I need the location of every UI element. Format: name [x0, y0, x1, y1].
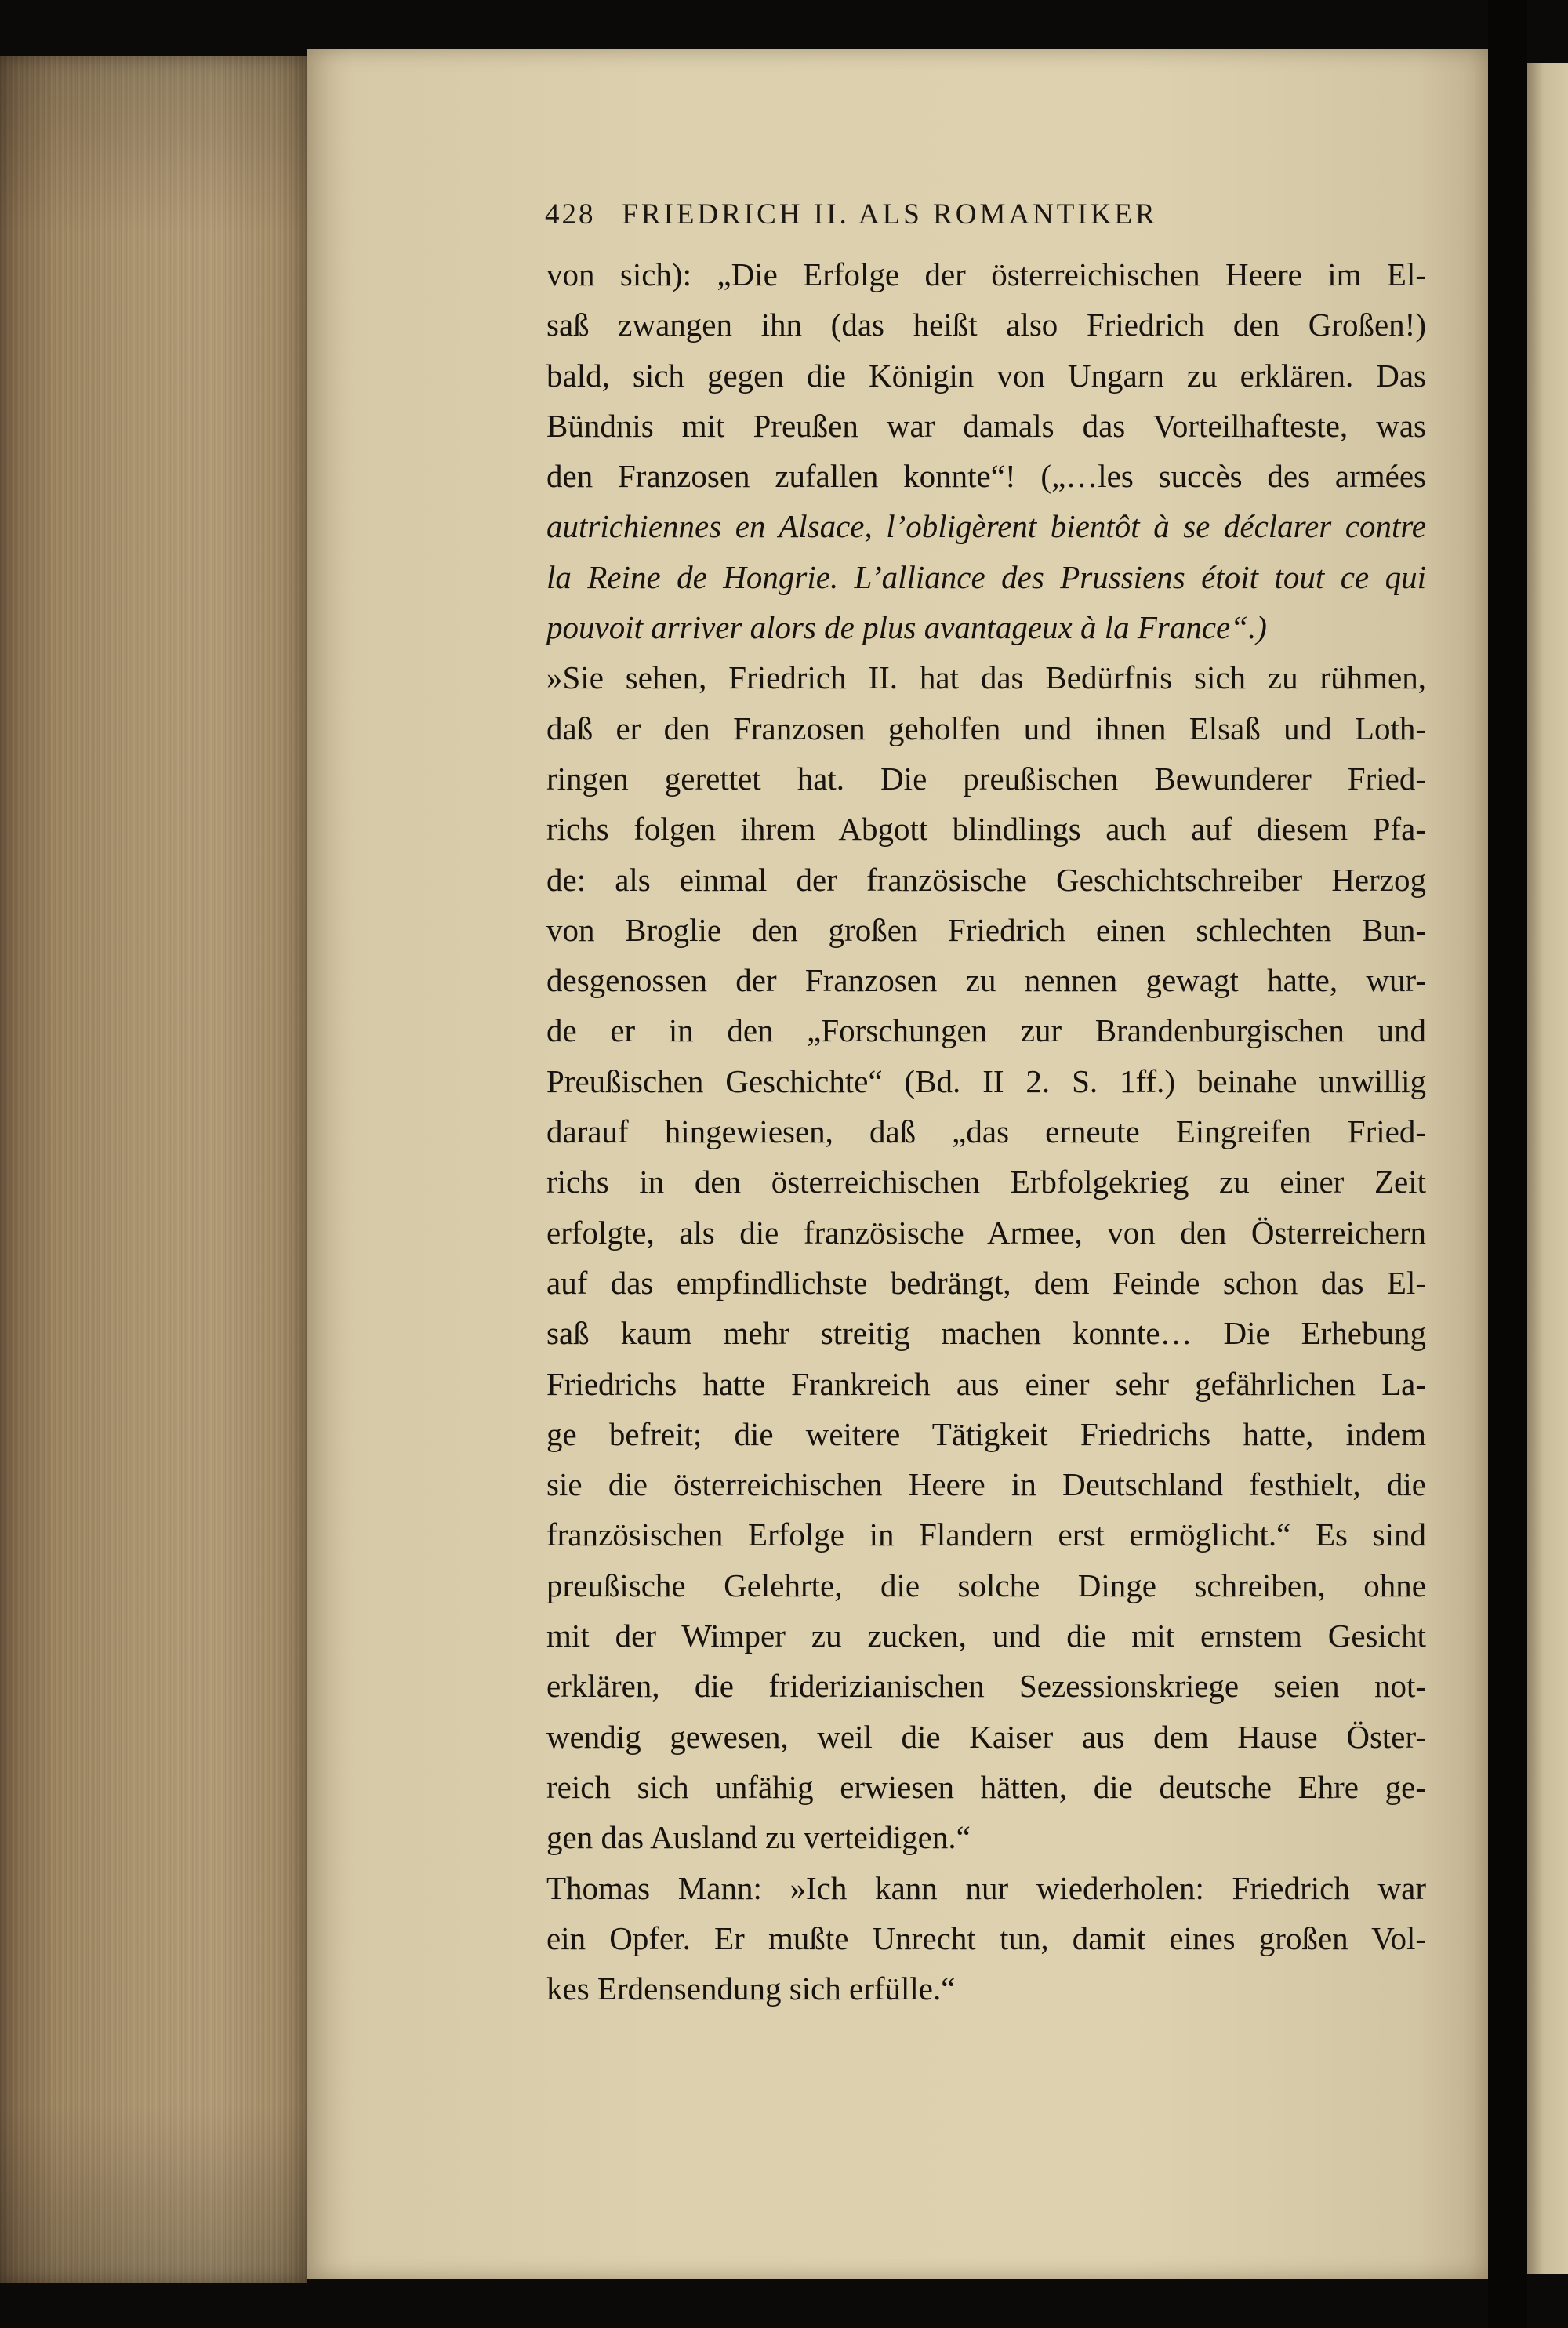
text-line: ge befreit; die weitere Tätigkeit Friedrichs hatte, indem — [546, 1415, 1426, 1452]
page-number: 428 — [545, 198, 596, 231]
text-line: richs in den österreichischen Erbfolgekrieg zu einer Zeit — [546, 1164, 1426, 1200]
body-text — [546, 249, 1426, 2014]
text-line: erklären, die friderizianischen Sezessionskriege seien not- — [546, 1668, 1426, 1705]
text-line: Thomas Mann: »Ich kann nur wiederholen: Friedrich war — [546, 1869, 1426, 1906]
text-line: Preußischen Geschichte“ (Bd. II 2. S. 1ff.) beinahe unwillig — [546, 1062, 1426, 1099]
text-line: Bündnis mit Preußen war damals das Vorteilhafteste, was — [546, 407, 1426, 444]
text-line: von sich): „Die Erfolge der österreichischen Heere im El- — [546, 256, 1426, 292]
page-header — [545, 198, 1454, 245]
text-line: richs folgen ihrem Abgott blindlings auch auf diesem Pfa- — [546, 811, 1426, 848]
text-line: wendig gewesen, weil die Kaiser aus dem Hause Öster- — [546, 1718, 1426, 1755]
facing-page-edge — [1527, 63, 1568, 2274]
text-line: bald, sich gegen die Königin von Ungarn zu erklären. Das — [546, 357, 1426, 394]
text-line: Friedrichs hatte Frankreich aus einer sehr gefährlichen La- — [546, 1365, 1426, 1402]
text-line-italic: pouvoit arriver alors de plus avantageux à la France“.) — [546, 609, 1267, 646]
text-line: sie die österreichischen Heere in Deutschland festhielt, die — [546, 1466, 1426, 1503]
text-line: erfolgte, als die französische Armee, von den Österreichern — [546, 1214, 1426, 1251]
text-line: daß er den Franzosen geholfen und ihnen Elsaß und Loth- — [546, 710, 1426, 746]
text-line: »Sie sehen, Friedrich II. hat das Bedürfnis sich zu rühmen, — [546, 659, 1426, 696]
book-gutter — [1488, 0, 1527, 2328]
text-line: de: als einmal der französische Geschichtschreiber Herzog — [546, 861, 1426, 898]
text-line: den Franzosen zufallen konnte“! („…les succès des armées — [546, 458, 1426, 495]
book-edge-shadow — [0, 56, 307, 2283]
text-line: französischen Erfolge in Flandern erst ermöglicht.“ Es sind — [546, 1516, 1426, 1553]
text-line: reich sich unfähig erwiesen hätten, die deutsche Ehre ge- — [546, 1768, 1426, 1805]
text-line: saß zwangen ihn (das heißt also Friedrich den Großen!) — [546, 307, 1426, 343]
text-line: kes Erdensendung sich erfülle.“ — [546, 1970, 956, 2007]
text-line: von Broglie den großen Friedrich einen schlechten Bun- — [546, 911, 1426, 948]
text-line: preußische Gelehrte, die solche Dinge schreiben, ohne — [546, 1567, 1426, 1603]
text-line: ein Opfer. Er mußte Unrecht tun, damit eines großen Vol- — [546, 1919, 1426, 1956]
text-line: de er in den „Forschungen zur Brandenburgischen und — [546, 1012, 1426, 1049]
text-line: saß kaum mehr streitig machen konnte… Die Erhebung — [546, 1315, 1426, 1352]
text-line: gen das Ausland zu verteidigen.“ — [546, 1819, 971, 1856]
running-title: FRIEDRICH II. ALS ROMANTIKER — [622, 198, 1158, 231]
text-line-italic: autrichiennes en Alsace, l’obligèrent bientôt à se déclarer contre — [546, 508, 1426, 545]
text-line: desgenossen der Franzosen zu nennen gewagt hatte, wur- — [546, 962, 1426, 999]
text-line: auf das empfindlichste bedrängt, dem Feinde schon das El- — [546, 1264, 1426, 1301]
text-line-italic: la Reine de Hongrie. L’alliance des Prussiens étoit tout ce qui — [546, 558, 1426, 595]
text-line: ringen gerettet hat. Die preußischen Bewunderer Fried- — [546, 760, 1426, 797]
text-line: mit der Wimper zu zucken, und die mit ernstem Gesicht — [546, 1618, 1426, 1654]
text-line: darauf hingewiesen, daß „das erneute Eingreifen Fried- — [546, 1113, 1426, 1150]
